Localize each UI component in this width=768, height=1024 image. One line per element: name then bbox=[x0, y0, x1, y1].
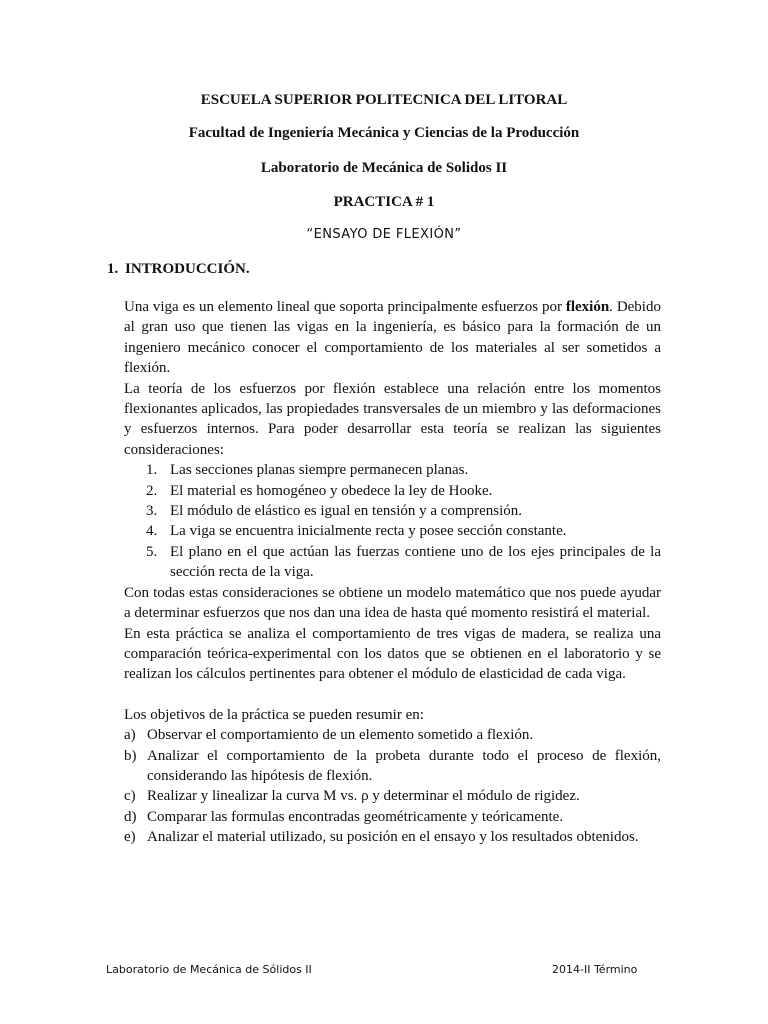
list-text: La viga se encuentra inicialmente recta y posee sección constante. bbox=[170, 523, 567, 540]
section-body bbox=[124, 297, 661, 848]
intro-p1-text-end: . Debido al gran uso que tienen las vigas en la ingeniería, es básico para la formación de un ingeniero mecánico conocer el comportamiento de los materiales al ser sometidos a flexión. bbox=[124, 299, 661, 377]
lab-title: Laboratorio de Mecánica de Solidos II bbox=[260, 160, 508, 176]
list-item bbox=[124, 807, 661, 827]
section-heading bbox=[107, 261, 250, 278]
list-letter: d) bbox=[124, 808, 137, 825]
list-letter: a) bbox=[124, 727, 136, 744]
list-item bbox=[124, 786, 661, 806]
objectives-intro: Los objetivos de la práctica se pueden resumir en: bbox=[124, 706, 424, 723]
list-text: El módulo de elástico es igual en tensión y a comprensión. bbox=[170, 503, 523, 520]
list-letter: b) bbox=[124, 747, 137, 764]
objectives-list bbox=[124, 725, 661, 847]
intro-paragraph-3: Con todas estas consideraciones se obtiene un modelo matemático que nos puede ayudar a determinar esfuerzos que nos dan una idea de hasta qué momento resistirá el material. bbox=[124, 584, 661, 622]
list-text: Observar el comportamiento de un elemento sometido a flexión. bbox=[147, 727, 534, 744]
list-item bbox=[124, 481, 661, 501]
faculty-title: Facultad de Ingeniería Mecánica y Ciencias de la Producción bbox=[188, 125, 580, 141]
list-number: 3. bbox=[146, 503, 158, 520]
list-item bbox=[124, 521, 661, 541]
section-title: INTRODUCCIÓN. bbox=[125, 261, 250, 277]
intro-paragraph-1 bbox=[124, 297, 661, 379]
list-item bbox=[124, 501, 661, 521]
list-item bbox=[124, 542, 661, 583]
list-letter: c) bbox=[124, 788, 136, 805]
list-letter: e) bbox=[124, 829, 136, 846]
school-title: ESCUELA SUPERIOR POLITECNICA DEL LITORAL bbox=[200, 92, 568, 108]
list-item bbox=[124, 460, 661, 480]
section-number: 1. bbox=[107, 261, 119, 277]
list-item bbox=[124, 746, 661, 787]
footer-term: 2014-II Término bbox=[552, 963, 638, 976]
intro-p1-text: Una viga es un elemento lineal que soporta principalmente esfuerzos por bbox=[124, 299, 566, 315]
paragraph-gap bbox=[124, 685, 661, 705]
list-text: Analizar el comportamiento de la probeta durante todo el proceso de flexión, considerando las hipótesis de flexión. bbox=[147, 747, 661, 784]
list-number: 5. bbox=[146, 543, 158, 560]
list-text: El plano en el que actúan las fuerzas contiene uno de los ejes principales de la sección recta de la viga. bbox=[170, 543, 661, 581]
intro-paragraph-4: En esta práctica se analiza el comportamiento de tres vigas de madera, se realiza una comparación teórica-experimental con los datos que se obtienen en el laboratorio y se realizan los cálculos pertinentes para obtener el módulo de elasticidad de cada viga. bbox=[124, 625, 661, 683]
list-item bbox=[124, 827, 661, 847]
practice-title: PRACTICA # 1 bbox=[333, 194, 435, 210]
list-number: 2. bbox=[146, 482, 158, 499]
intro-p1-bold: flexión bbox=[565, 299, 610, 315]
list-text: Las secciones planas siempre permanecen planas. bbox=[170, 462, 469, 479]
list-text: Comparar las formulas encontradas geométricamente y teóricamente. bbox=[147, 808, 564, 825]
list-number: 1. bbox=[146, 462, 158, 479]
list-text: El material es homogéneo y obedece la ley de Hooke. bbox=[170, 482, 493, 499]
list-text: Analizar el material utilizado, su posición en el ensayo y los resultados obtenidos. bbox=[147, 829, 639, 846]
intro-paragraph-2: La teoría de los esfuerzos por flexión establece una relación entre los momentos flexionantes aplicados, las propiedades transversales de un miembro y las deformaciones y esfuerzos internos. Para poder desarrollar esta teoría se realizan las siguientes consideraciones: bbox=[124, 380, 661, 458]
test-title: “ENSAYO DE FLEXIÓN” bbox=[306, 227, 462, 242]
list-text: Realizar y linealizar la curva M vs. ρ y determinar el módulo de rigidez. bbox=[147, 788, 580, 805]
list-number: 4. bbox=[146, 523, 158, 540]
considerations-list bbox=[124, 460, 661, 582]
list-item bbox=[124, 725, 661, 745]
footer-lab-name: Laboratorio de Mecánica de Sólidos II bbox=[106, 963, 312, 976]
